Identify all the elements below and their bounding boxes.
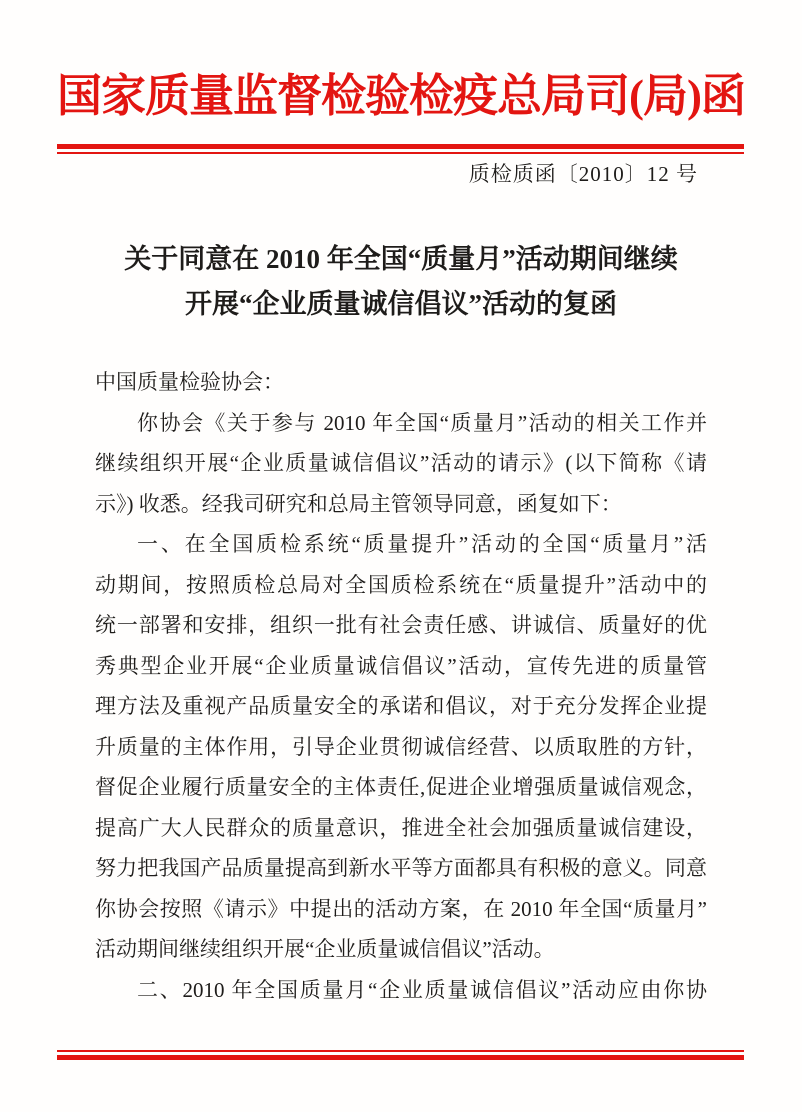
document-title-line1: 关于同意在 2010 年全国“质量月”活动期间继续	[124, 244, 678, 274]
body-line: 提高广大人民群众的质量意识，推进全社会加强质量诚信建设，	[95, 815, 707, 840]
body-line: 努力把我国产品质量提高到新水平等方面都具有积极的意义。同意	[95, 856, 707, 880]
body-line: 中国质量检验协会：	[95, 370, 284, 394]
body-line: 一、在全国质检系统“质量提升”活动的全国“质量月”活	[137, 532, 707, 556]
document-title-line2: 开展“企业质量诚信倡议”活动的复函	[185, 289, 617, 319]
red-separator-top-thin-line	[57, 152, 744, 154]
body-line: 理方法及重视产品质量安全的承诺和倡议，对于充分发挥企业提	[95, 694, 707, 718]
red-separator-top	[57, 144, 744, 154]
red-separator-bottom	[57, 1050, 744, 1060]
body-line: 二、2010 年全国质量月“企业质量诚信倡议”活动应由你协	[137, 977, 707, 1002]
body-line: 秀典型企业开展“企业质量诚信倡议”活动，宣传先进的质量管	[95, 653, 707, 678]
body-line: 继续组织开展“企业质量诚信倡议”活动的请示》(以下简称《请	[95, 451, 707, 475]
document-title	[0, 237, 802, 327]
body-line: 你协会《关于参与 2010 年全国“质量月”活动的相关工作并	[137, 410, 707, 435]
document-masthead-title: 国家质量监督检验检疫总局司(局)函	[57, 71, 745, 121]
body-line: 你协会按照《请示》中提出的活动方案，在 2010 年全国“质量月”	[95, 896, 707, 921]
body-line: 动期间，按照质检总局对全国质检系统在“质量提升”活动中的	[95, 572, 707, 597]
body-line: 升质量的主体作用，引导企业贯彻诚信经营、以质取胜的方针，	[95, 734, 707, 759]
body-line: 统一部署和安排，组织一批有社会责任感、讲诚信、质量好的优	[95, 613, 707, 637]
red-separator-bottom-thick-line	[57, 1055, 744, 1060]
body-line: 活动期间继续组织开展“企业质量诚信倡议”活动。	[95, 937, 555, 961]
document-body	[95, 362, 707, 1010]
body-line: 督促企业履行质量安全的主体责任,促进企业增强质量诚信观念，	[95, 775, 707, 799]
document-number: 质检质函〔2010〕12 号	[468, 162, 698, 186]
body-line: 示》) 收悉。经我司研究和总局主管领导同意，函复如下：	[95, 491, 622, 516]
